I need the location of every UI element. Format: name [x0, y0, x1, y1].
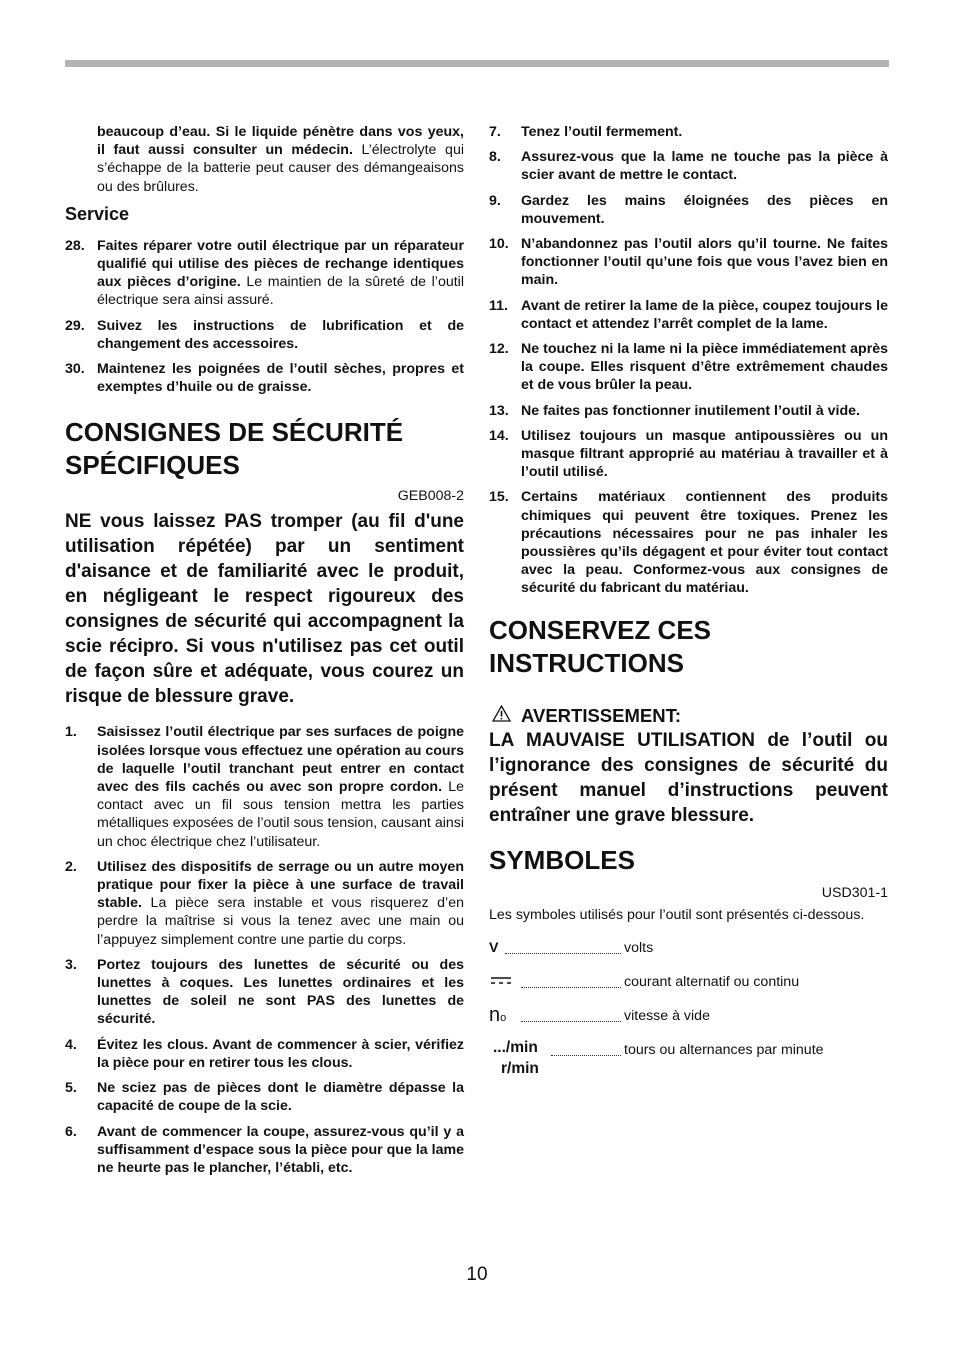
list-item: 11. Avant de retirer la lame de la pièce, coupez toujours le contact et attendez l’arrêt complet de la lame. — [489, 297, 888, 332]
specific-code: GEB008-2 — [397, 488, 464, 505]
symbols-intro: Les symboles utilisés pour l’outil sont présentés ci-dessous. — [489, 906, 865, 923]
rpm-symbol: r/min — [501, 1059, 539, 1077]
list-item: 1. Saisissez l’outil électrique par ses surfaces de poigne isolées lorsque vous effectuez une opération au cours de laquelle l’outil tranchant peut entrer en contact avec des fils cachés ou avec son propre cordon. Le contact avec un fil sous tension mettra les parties métalliques exposées de l’outil sous tension, causant ainsi un choc électrique chez l’utilisateur. — [65, 724, 464, 850]
conserve-heading: CONSERVEZ CES INSTRUCTIONS — [489, 614, 712, 678]
list-item: 10. N’abandonnez pas l’outil alors qu’il tourne. Ne faites fonctionner l’outil qu’une fois que vous l’avez bien en main. — [489, 236, 888, 289]
no-load-speed-icon: no — [489, 1003, 507, 1026]
list-item: 2. Utilisez des dispositifs de serrage ou un autre moyen pratique pour fixer la pièce à une surface de travail stable. La pièce sera instable et vous risquerez d’en perdre la maîtrise si vous la tenez avec une main ou l’appuyez simplement contre une partie du corps. — [65, 858, 464, 948]
list-item: 15. Certains matériaux contiennent des produits chimiques qui peuvent être toxiques. Prenez les précautions nécessaires pour ne pas inhaler les poussières qu’ils dégagent et pour éviter tout contact avec la peau. Conformez-vous aux consignes de sécurité du fabricant du matériau. — [489, 489, 888, 597]
left-column — [65, 123, 464, 1184]
list-item: 28. Faites réparer votre outil électrique par un réparateur qualifié qui utilise des pièces de rechange identiques aux pièces d’origine. Le maintien de la sûreté de l’outil électrique sera ainsi assuré. — [65, 237, 464, 309]
specific-safety-heading: CONSIGNES DE SÉCURITÉ SPÉCIFIQUES — [65, 417, 404, 481]
symbols-heading: SYMBOLES — [489, 844, 635, 875]
intro-normal-text: L’électrolyte qui s’échappe de la batterie peut causer des démangeaisons ou des brûlures. — [97, 142, 464, 195]
specific-list-right — [489, 123, 888, 598]
list-item: 13. Ne faites pas fonctionner inutilement l’outil à vide. — [489, 402, 860, 419]
list-item: 5. Ne sciez pas de pièces dont le diamètre dépasse la capacité de coupe de la scie. — [65, 1080, 464, 1115]
list-item: 6. Avant de commencer la coupe, assurez-vous qu’il y a suffisamment d’espace sous la pièce pour que la lame ne heurte pas le plancher, l’établi, etc. — [65, 1123, 464, 1176]
page-number: 10 — [466, 1264, 488, 1285]
warning-triangle-icon — [492, 704, 511, 728]
list-item: 3. Portez toujours des lunettes de sécurité ou des lunettes à coques. Les lunettes ordinaires et les lunettes de soleil ne sont PAS des lunettes de sécurité. — [65, 956, 464, 1028]
right-column — [489, 123, 888, 1082]
header-rule — [65, 60, 889, 67]
list-item: 8. Assurez-vous que la lame ne touche pas la pièce à scier avant de mettre le contact. — [489, 149, 888, 184]
symbol-row — [489, 1003, 888, 1042]
symbol-row — [489, 1038, 888, 1082]
symbol-desc: courant alternatif ou continu — [624, 973, 800, 990]
specific-lead: NE vous laissez PAS tromper (au fil d'une utilisation répétée) par un sentiment d'aisance et de familiarité avec le produit, en négligeant le respect rigoureux des consignes de sécurité qui accompagnent la scie récipro. Si vous n'utilisez pas cet outil de façon sûre et adéquate, vous courez un risque de blessure grave. — [65, 511, 464, 708]
intro-paragraph — [65, 123, 464, 196]
symbols-code: USD301-1 — [821, 884, 888, 901]
list-item: 9. Gardez les mains éloignées des pièces en mouvement. — [489, 192, 888, 227]
warning-title-row — [489, 704, 888, 728]
ac-dc-icon — [489, 974, 513, 992]
warning-title: AVERTISSEMENT: — [521, 704, 682, 726]
symbol-desc: vitesse à vide — [624, 1007, 710, 1024]
symbols-table — [489, 940, 888, 1082]
list-item: 30. Maintenez les poignées de l’outil sèches, propres et exemptes d’huile ou de graisse. — [65, 361, 464, 396]
symbol-row — [489, 974, 888, 1008]
service-list — [65, 237, 464, 397]
list-item: 4. Évitez les clous. Avant de commencer à scier, vérifiez la pièce pour en retirer tous les clous. — [65, 1036, 464, 1071]
symbol-desc: volts — [624, 939, 654, 956]
per-minute-symbol: .../min — [493, 1038, 538, 1056]
list-item: 12. Ne touchez ni la lame ni la pièce immédiatement après la coupe. Elles risquent d’être extrêmement chaudes et de vous brûler la peau. — [489, 341, 888, 394]
specific-list-left — [65, 723, 464, 1177]
symbol-desc: tours ou alternances par minute — [624, 1041, 824, 1058]
volts-symbol: V — [489, 939, 499, 956]
symbol-row — [489, 940, 888, 974]
list-item: 14. Utilisez toujours un masque antipoussières ou un masque filtrant approprié au matériau à travailler et à l’outil utilisé. — [489, 427, 888, 481]
intro-bold-text: beaucoup d’eau. Si le liquide pénètre dans vos yeux, il faut aussi consulter un médecin. — [97, 124, 464, 159]
list-item: 7. Tenez l’outil fermement. — [489, 124, 683, 140]
service-heading: Service — [65, 203, 130, 224]
list-item: 29. Suivez les instructions de lubrification et de changement des accessoires. — [65, 317, 464, 352]
warning-text: LA MAUVAISE UTILISATION de l’outil ou l’ignorance des consignes de sécurité du présent manuel d’instructions peuvent entraîner une grave blessure. — [489, 729, 888, 826]
